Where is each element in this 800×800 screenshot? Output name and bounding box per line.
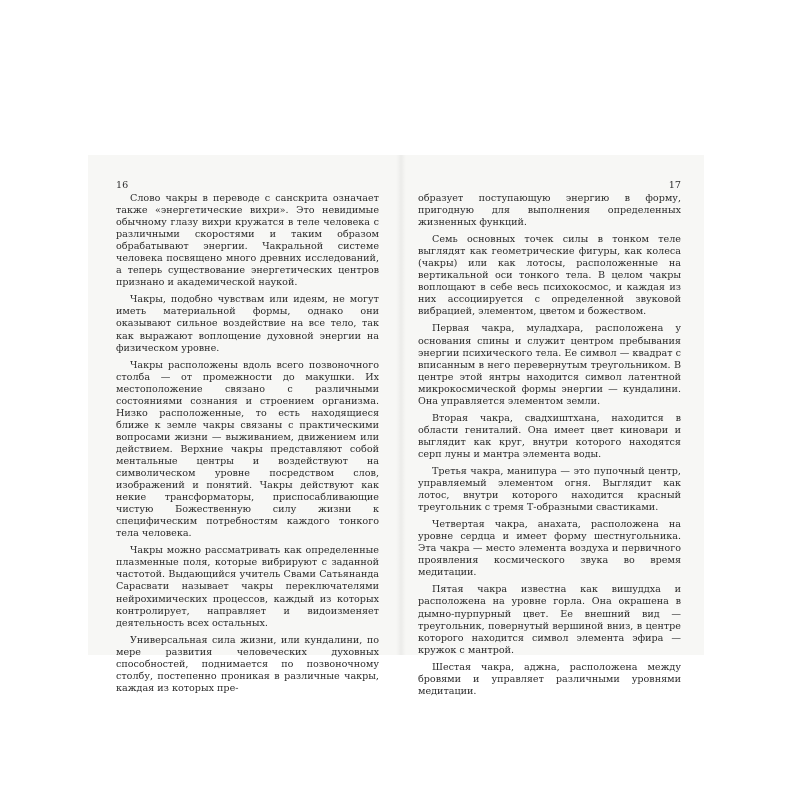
book-gutter bbox=[396, 155, 406, 655]
paragraph: Чакры, подобно чувствам или идеям, не могут иметь материальной формы, однако они оказывают сильное воздействие на все тело, так как выражают воплощение духовной энергии на физическом уровне. bbox=[116, 294, 379, 354]
paragraph: Первая чакра, муладхара, расположена у основания спины и служит центром пребывания энергии психического тела. Ее символ — квадрат с вписанным в него перевернутым треугольником. В центре этой янтры находится символ латентной микрокосмической формы энергии — кундалини. Она управляется элементом земли. bbox=[418, 323, 681, 407]
page-number-right: 17 bbox=[668, 180, 681, 191]
paragraph: Чакры можно рассматривать как определенные плазменные поля, которые вибрируют с заданной частотой. Выдающийся учитель Свами Сатьянанда Сарасвати называет чакры переключателями нейрохимических процессов, каждый из которых контролирует, направляет и видоизменяет деятельность всех остальных. bbox=[116, 545, 379, 629]
paragraph: Третья чакра, манипура — это пупочный центр, управляемый элементом огня. Выглядит как лотос, внутри которого находится красный треугольник с тремя Т-образными свастиками. bbox=[418, 465, 681, 514]
page-number-left: 16 bbox=[116, 180, 129, 191]
paragraph-continuation: образует поступающую энергию в форму, пригодную для выполнения определенных жизненных функций. bbox=[418, 193, 681, 229]
paragraph: Семь основных точек силы в тонком теле выглядят как геометрические фигуры, как колеса (чакры) или как лотосы, расположенные на вертикальной оси тонкого тела. В целом чакры воплощают в себе весь психокосмос, и каждая из них ассоциируется с определенной звуковой вибрацией, элементом, цветом и божеством. bbox=[418, 234, 681, 318]
paragraph: Шестая чакра, аджна, расположена между бровями и управляет различными уровнями медитации. bbox=[418, 661, 681, 697]
paragraph: Чакры расположены вдоль всего позвоночного столба — от промежности до макушки. Их местоположение связано с различными состояниями сознания и строением организма. Низко расположенные, то есть находящиеся ближе к земле чакры связаны с практическими вопросами жизни — выживанием, движением или действием. Верхние чакры представляют собой ментальные центры и воздействуют на символическом уровне посредством слов, изображений и понятий. Чакры действуют как некие трансформаторы, приспосабливающие чистую Божественную силу жизни к специфическим потребностям каждого тонкого тела человека. bbox=[116, 359, 379, 540]
paragraph: Пятая чакра известна как вишуддха и расположена на уровне горла. Она окрашена в дымно-пурпурный цвет. Ее внешний вид — треугольник, повернутый вершиной вниз, в центре которого находится символ элемента эфира — кружок с мантрой. bbox=[418, 584, 681, 656]
paragraph: Универсальная сила жизни, или кундалини, по мере развития человеческих духовных способностей, поднимается по позвоночному столбу, постепенно проникая в различные чакры, каждая из которых пре- bbox=[116, 634, 379, 694]
left-page-text bbox=[116, 193, 379, 695]
paragraph: Четвертая чакра, анахата, расположена на уровне сердца и имеет форму шестнугольника. Эта чакра — место элемента воздуха и первичного проявления космического звука во время медитации. bbox=[418, 519, 681, 579]
right-page-text bbox=[418, 193, 681, 698]
paragraph: Вторая чакра, свадхиштхана, находится в области гениталий. Она имеет цвет киновари и выглядит как круг, внутри которого находятся серп луны и мантра элемента воды. bbox=[418, 412, 681, 460]
paragraph: Слово чакры в переводе с санскрита означает также «энергетические вихри». Это невидимые обычному глазу вихри кружатся в теле человека с различными скоростями и таким образом обрабатывают энергии. Чакральной системе человека посвящено много древних исследований, а теперь существование энергетических центров признано и академической наукой. bbox=[116, 193, 379, 289]
